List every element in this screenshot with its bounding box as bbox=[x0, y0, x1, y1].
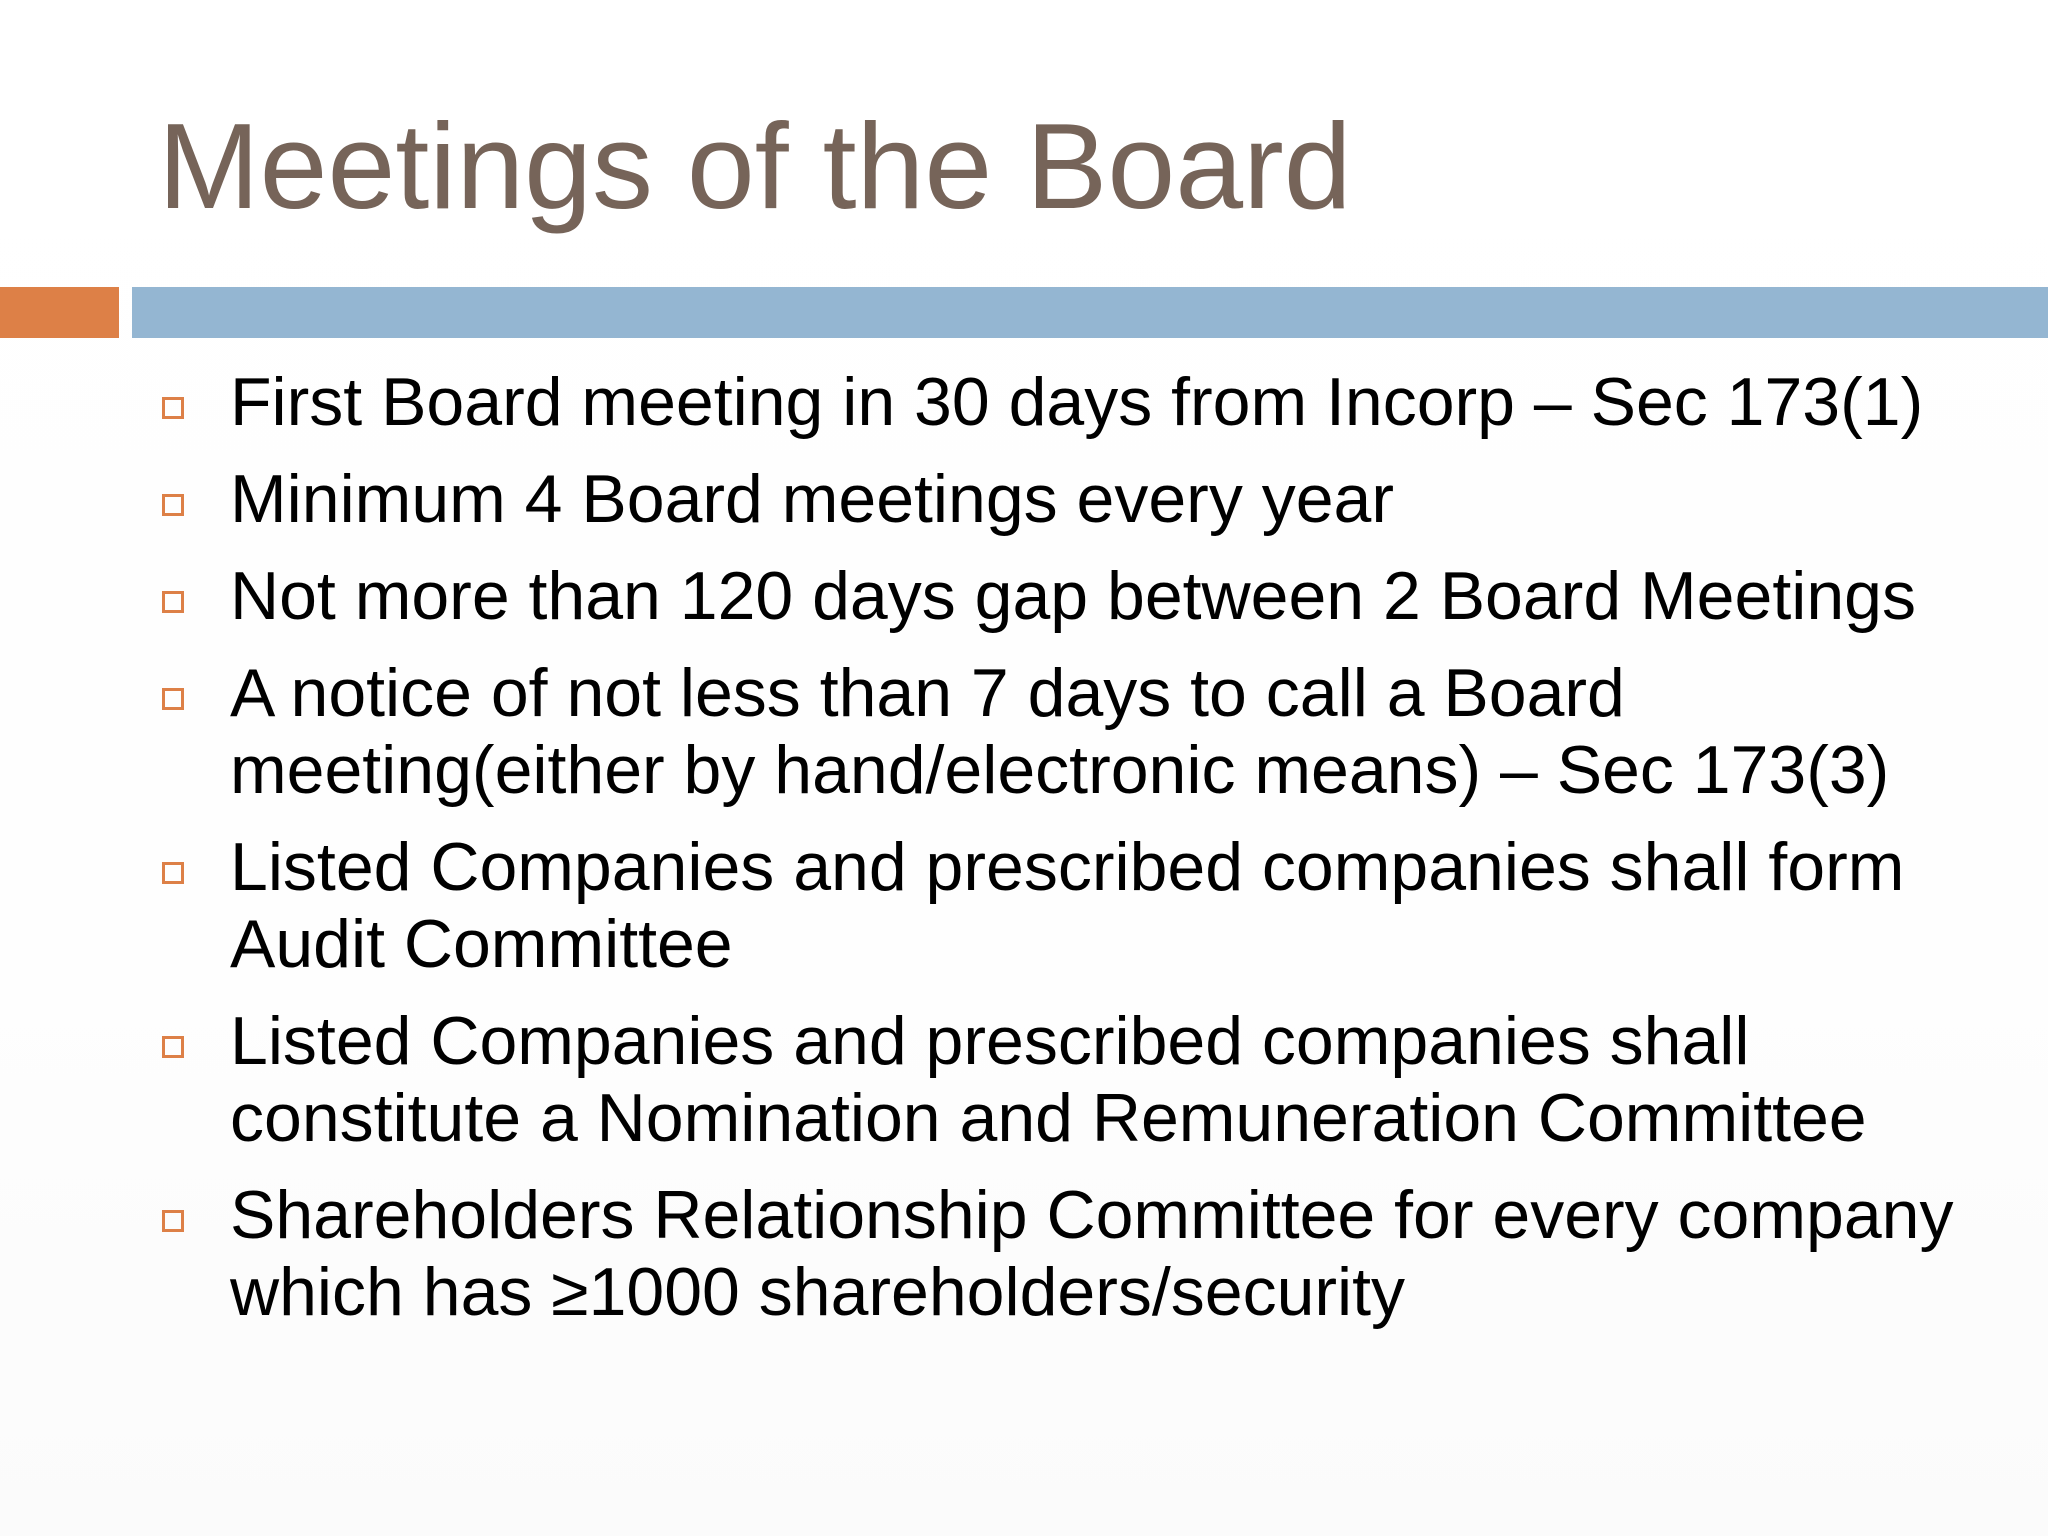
bullet-text: First Board meeting in 30 days from Incorp – Sec 173(1) bbox=[230, 364, 1924, 440]
bullet-text: Shareholders Relationship Committee for every company which has ≥1000 shareholders/security bbox=[230, 1177, 1954, 1330]
bullet-text: Listed Companies and prescribed companies shall form Audit Committee bbox=[230, 829, 1905, 982]
hollow-square-icon bbox=[162, 862, 184, 884]
bullet-text: Listed Companies and prescribed companies shall constitute a Nomination and Remuneration Committee bbox=[230, 1003, 1867, 1156]
bullet-item bbox=[158, 1177, 1998, 1331]
hollow-square-icon bbox=[162, 397, 184, 419]
hollow-square-icon bbox=[162, 591, 184, 613]
bullet-item bbox=[158, 558, 1998, 635]
bullet-item bbox=[158, 364, 1998, 441]
accent-bar-blue bbox=[132, 287, 2048, 338]
hollow-square-icon bbox=[162, 494, 184, 516]
accent-bar-orange bbox=[0, 287, 119, 338]
bullet-text: Not more than 120 days gap between 2 Board Meetings bbox=[230, 558, 1916, 634]
hollow-square-icon bbox=[162, 688, 184, 710]
hollow-square-icon bbox=[162, 1036, 184, 1058]
slide-title: Meetings of the Board bbox=[158, 98, 1352, 234]
hollow-square-icon bbox=[162, 1210, 184, 1232]
bullet-item bbox=[158, 461, 1998, 538]
bullet-item bbox=[158, 655, 1998, 809]
bullet-text: A notice of not less than 7 days to call a Board meeting(either by hand/electronic means) – Sec 173(3) bbox=[230, 655, 1890, 808]
bullet-text: Minimum 4 Board meetings every year bbox=[230, 461, 1395, 537]
bullet-item bbox=[158, 1003, 1998, 1157]
bullet-item bbox=[158, 829, 1998, 983]
bullet-list bbox=[158, 364, 1998, 1351]
